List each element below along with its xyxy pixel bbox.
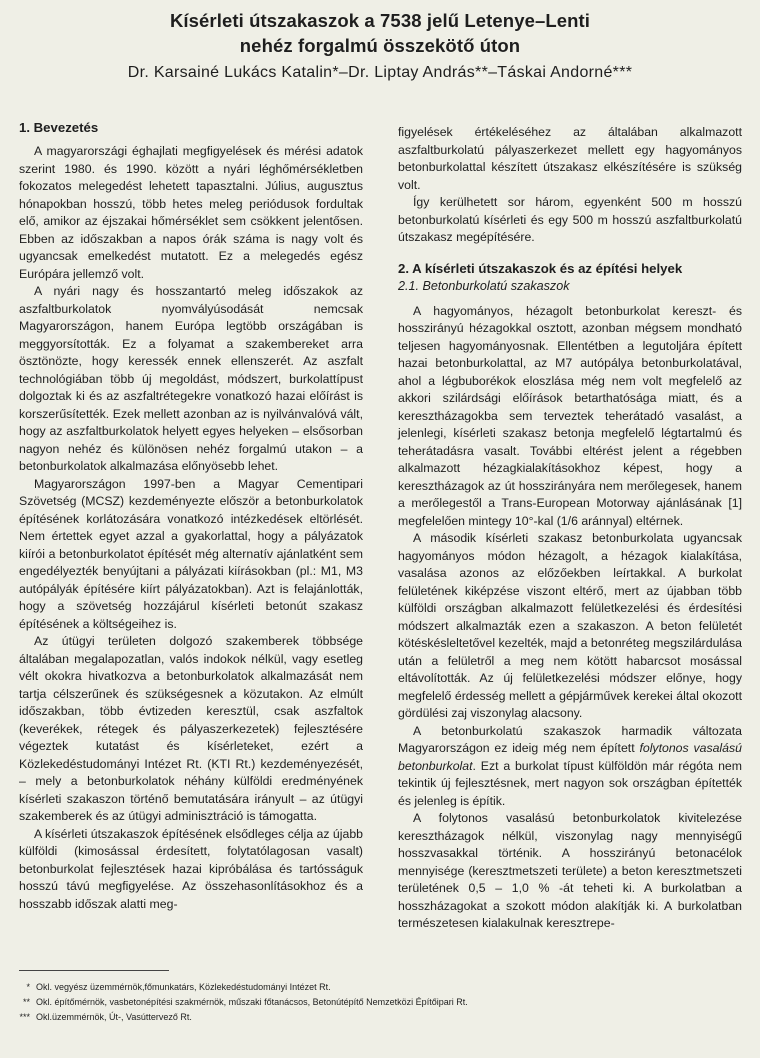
paragraph: A második kísérleti szakasz betonburkolata ugyancsak hagyományos módon hézagolt, a hézagok kialakítása, vasalása azonos az előzőekben leírtakkal. A burkolat felületének kiképzése viszont eltérő, mert az újabban több külföldi országban alkalmazott felületkezelési és érdesítési módszert alkalmazták ezen a szakaszon. A beton felületét kötéskésleltetővel kezelték, majd a betonréteg megszilárdulása után a felületről a meg nem kötött habarcsot mosással eltávolították. Az új felületkezelési módszer előnye, hogy megfelelő érdesség mellett a gépjárművek kerekei által okozott gördülési zaj viszonylag alacsony. — [398, 531, 742, 720]
footnote-mark: ** — [22, 997, 30, 1007]
footnote — [10, 995, 750, 1010]
footnote-mark: *** — [19, 1012, 30, 1022]
footnote-text: Okl.üzemmérnök, Út-, Vasúttervező Rt. — [36, 1012, 192, 1022]
paragraph: A nyári nagy és hosszantartó meleg időszakok az aszfaltburkolatok nyomvályúsodását nemcsak Magyarországon, hanem Európa legtöbb országában is meggyorsították. Ez a folyamat a szakembereket arra ösztönözte, hogy keressék ennek ellenszerét. Az aszfalt technológiában több új megoldást, módszert, burkolattípust dolgoztak ki és az aszfaltrétegekre vonatkozó hazai előírást is korszerűsítették. Ezek mellett azonban az is nyilvánvalóvá vált, hogy az aszfaltburkolatok helyett egyes helyeken – elsősorban nagyon nehéz és különösen nehéz forgalmú utakon – a betonburkolatok alkalmazása előnyösebb lehet. — [19, 284, 363, 473]
left-column — [19, 118, 363, 913]
right-column — [398, 124, 742, 933]
paragraph: figyelések értékeléséhez az általában alkalmazott aszfaltburkolatú pályaszerkezet mellett egy hagyományos betonburkolattal készített útszakasz elkészítésére is szükség volt. — [398, 125, 742, 192]
section-2-heading: 2. A kísérleti útszakaszok és az építési helyek — [398, 260, 683, 276]
footnote-mark: * — [26, 982, 30, 992]
paragraph — [398, 723, 742, 811]
footnotes — [10, 980, 750, 1025]
footnote — [10, 1010, 750, 1025]
paragraph: Magyarországon 1997-ben a Magyar Cementipari Szövetség (MCSZ) kezdeményezte először a betonburkolatok építésének korlátozására vonatkozó intézkedések eltörlését. Nem értettek egyet azzal a gyakorlattal, hogy a pályázatok kiírói a betonburkolatot építését még alternatív ajánlatként sem engedélyezték benyújtani a pályázati kiírásokban (pl.: M1, M3 autópályák építésére kiírt pályázatokban). Azt is felajánlották, hogy a szövetség hozzájárul kísérleti betonút szakasz építésének a költségeihez is. — [19, 476, 363, 631]
paragraph: A hagyományos, hézagolt betonburkolat kereszt- és hosszirányú hézagokkal osztott, azonban mégsem mondható teljesen hagyományosnak. Ellentétben a legutoljára épített hazai betonburkolattal, az M7 autópálya betonburkolatával, ahol a légbuborékok eloszlása még nem volt megfelelő az akkori szilárdsági előírások betarthatósága miatt, és a keresztházagokba sem terveztek teherátadó vasalást, a jelenlegi, kísérleti szakasz betonja megfelelő légtartalmú és teherátadásra vasalt. További eltérést jelent a régebben alkalmazott hézagkialakításokhoz képest, hogy a keresztházagok az út hosszirányára nem merőlegesek, hanem a merőlegestől a Trans-European Motorway ajánlásának [1] megfelelően mintegy 10°-kal (1/6 aránnyal) eltérnek. — [398, 303, 742, 528]
text-run: A betonburkolatú szakaszok harmadik változata Magyarországon ez ideig még nem épített — [398, 723, 742, 755]
article-title — [0, 8, 760, 58]
footnote-text: Okl. vegyész üzemmérnök,főmunkatárs, Közlekedéstudományi Intézet Rt. — [36, 982, 331, 992]
emphasized-term: folytonos vasalású betonburkolat — [398, 741, 742, 773]
paragraph: A folytonos vasalású betonburkolatok kivitelezése keresztházagok nélkül, viszonylag nagy mennyiségű hosszvasakkal történik. A hosszirányú betonacélok mennyisége (keresztmetszeti területe) a beton keresztmetszeti területének 0,5 – 1,0 % -át teheti ki. A burkolatban a hosszházagokat a szokott módon alakítják ki. A burkolatban természetesen kialakulnak keresztrepe- — [398, 811, 742, 930]
subsection-2-1-heading: 2.1. Betonburkolatú szakaszok — [398, 278, 570, 293]
footnote-divider — [19, 970, 169, 971]
footnote — [10, 980, 750, 995]
paragraph: Így kerülhetett sor három, egyenként 500 m hosszú betonburkolatú kísérleti és egy 500 m hosszú aszfaltburkolatú útszakasz megépítésére. — [398, 195, 742, 244]
footnote-text: Okl. építőmérnök, vasbetonépítési szakmérnök, műszaki főtanácsos, Betonútépítő Nemzetközi Építőipari Rt. — [36, 997, 468, 1007]
paragraph: Az útügyi területen dolgozó szakemberek többsége általában megalapozatlan, valós indokok nélkül, vagy esetleg vélt okokra hivatkozva a betonburkolatok alkalmazását nem tartja célszerűnek és szükségesnek a közutakon. Az elmúlt időszakban, több évtizeden keresztül, csak aszfaltok (keverékek, rétegek és pályaszerkezetek) fejlesztésére végeztek kutatást és kísérleteket, ezért a Közlekedéstudományi Intézet Rt. (KTI Rt.) kezdeményezését, – mely a betonburkolatok néhány külföldi eredményének kísérleti szakaszon történő bemutatására irányult – az útügyi szakemberek és az útügyi adminisztráció is támogatta. — [19, 634, 363, 823]
title-line-1: Kísérleti útszakaszok a 7538 jelű Letenye–Lenti — [169, 10, 591, 31]
section-1-heading: 1. Bevezetés — [19, 120, 99, 135]
title-line-2: nehéz forgalmú összekötő úton — [239, 35, 521, 56]
paragraph: A magyarországi éghajlati megfigyelések és mérési adatok szerint 1980. és 1990. között a nyári léghőmérsékletben fokozatos melegedést lehetett tapasztalni. Július, augusztus hónapokban hosszú, több hetes meleg periódusok fordultak elő, amikor az éjszakai hőmérséklet sem csökkent jelentősen. Ebben az időszakban a napos órák száma is nagy volt és ugyancsak emelkedést mutatott. Ez a melegedés egész Európára jellemző volt. — [19, 144, 363, 281]
article-authors: Dr. Karsainé Lukács Katalin*–Dr. Liptay András**–Táskai Andorné*** — [127, 64, 633, 81]
text-run: . Ezt a burkolat típust külföldön már régóta nem tekintik új fejlesztésnek, mert nagyon sok országban építették és jelenleg is építik. — [398, 758, 742, 808]
paragraph: A kísérleti útszakaszok építésének elsődleges célja az újabb külföldi (kimosással érdesített, folytatólagosan vasalt) betonburkolat fejlesztések hazai kipróbálása és tartósságuk hosszú távú megfigyelése. Az összehasonlításokhoz és a hosszabb időszak alatti meg- — [19, 826, 363, 911]
